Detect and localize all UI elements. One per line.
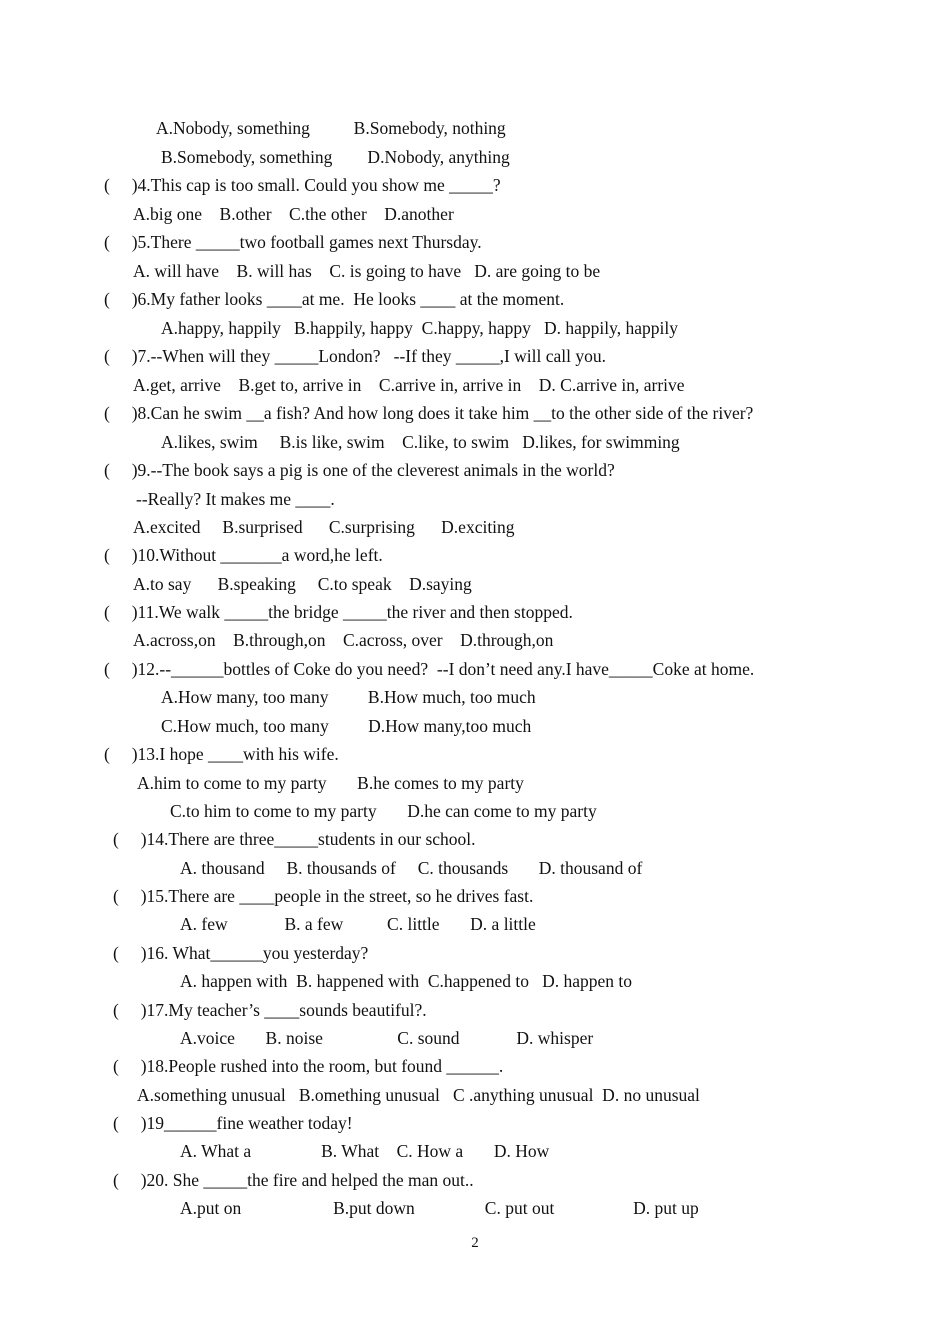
options-17: A.voice B. noise C. sound D. whisper	[180, 1028, 594, 1048]
question-12: ( )12.--______bottles of Coke do you need? --I don’t need any.I have_____Coke at home.	[104, 659, 755, 679]
options-11: A.across,on B.through,on C.across, over D.through,on	[133, 630, 554, 650]
options-15: A. few B. a few C. little D. a little	[180, 914, 536, 934]
options-6: A.happy, happily B.happily, happy C.happy, happy D. happily, happily	[161, 318, 678, 338]
question-16: ( )16. What______you yesterday?	[113, 943, 369, 963]
question-17: ( )17.My teacher’s ____sounds beautiful?.	[113, 1000, 427, 1020]
options-12b: C.How much, too many D.How many,too much	[161, 716, 532, 736]
options-16: A. happen with B. happened with C.happened to D. happen to	[180, 971, 632, 991]
question-13: ( )13.I hope ____with his wife.	[104, 744, 339, 764]
question-18: ( )18.People rushed into the room, but found ______.	[113, 1056, 504, 1076]
options-line-3: A.Nobody, something B.Somebody, nothing	[156, 118, 506, 138]
options-13a: A.him to come to my party B.he comes to my party	[137, 773, 524, 793]
question-4: ( )4.This cap is too small. Could you show me _____?	[104, 175, 501, 195]
options-10: A.to say B.speaking C.to speak D.saying	[133, 574, 472, 594]
options-13b: C.to him to come to my party D.he can come to my party	[170, 801, 597, 821]
question-9-reply: --Really? It makes me ____.	[136, 489, 335, 509]
question-9: ( )9.--The book says a pig is one of the cleverest animals in the world?	[104, 460, 615, 480]
question-6: ( )6.My father looks ____at me. He looks ____ at the moment.	[104, 289, 565, 309]
question-19: ( )19______fine weather today!	[113, 1113, 353, 1133]
options-19: A. What a B. What C. How a D. How	[180, 1141, 550, 1161]
options-18: A.something unusual B.omething unusual C .anything unusual D. no unusual	[137, 1085, 700, 1105]
options-8: A.likes, swim B.is like, swim C.like, to swim D.likes, for swimming	[161, 432, 680, 452]
options-14: A. thousand B. thousands of C. thousands D. thousand of	[180, 858, 643, 878]
options-4: A.big one B.other C.the other D.another	[133, 204, 454, 224]
question-15: ( )15.There are ____people in the street, so he drives fast.	[113, 886, 534, 906]
options-20: A.put on B.put down C. put out D. put up	[180, 1198, 699, 1218]
options-12a: A.How many, too many B.How much, too much	[161, 687, 536, 707]
options-line-3b: B.Somebody, something D.Nobody, anything	[161, 147, 510, 167]
question-10: ( )10.Without _______a word,he left.	[104, 545, 383, 565]
question-7: ( )7.--When will they _____London? --If they _____,I will call you.	[104, 346, 607, 366]
page-number: 2	[471, 1235, 479, 1251]
options-7: A.get, arrive B.get to, arrive in C.arrive in, arrive in D. C.arrive in, arrive	[133, 375, 685, 395]
question-14: ( )14.There are three_____students in our school.	[113, 829, 476, 849]
options-9: A.excited B.surprised C.surprising D.exciting	[133, 517, 515, 537]
question-5: ( )5.There _____two football games next Thursday.	[104, 232, 482, 252]
options-5: A. will have B. will has C. is going to have D. are going to be	[133, 261, 601, 281]
question-20: ( )20. She _____the fire and helped the man out..	[113, 1170, 474, 1190]
question-11: ( )11.We walk _____the bridge _____the river and then stopped.	[104, 602, 573, 622]
question-8: ( )8.Can he swim __a fish? And how long does it take him __to the other side of the river?	[104, 403, 754, 423]
